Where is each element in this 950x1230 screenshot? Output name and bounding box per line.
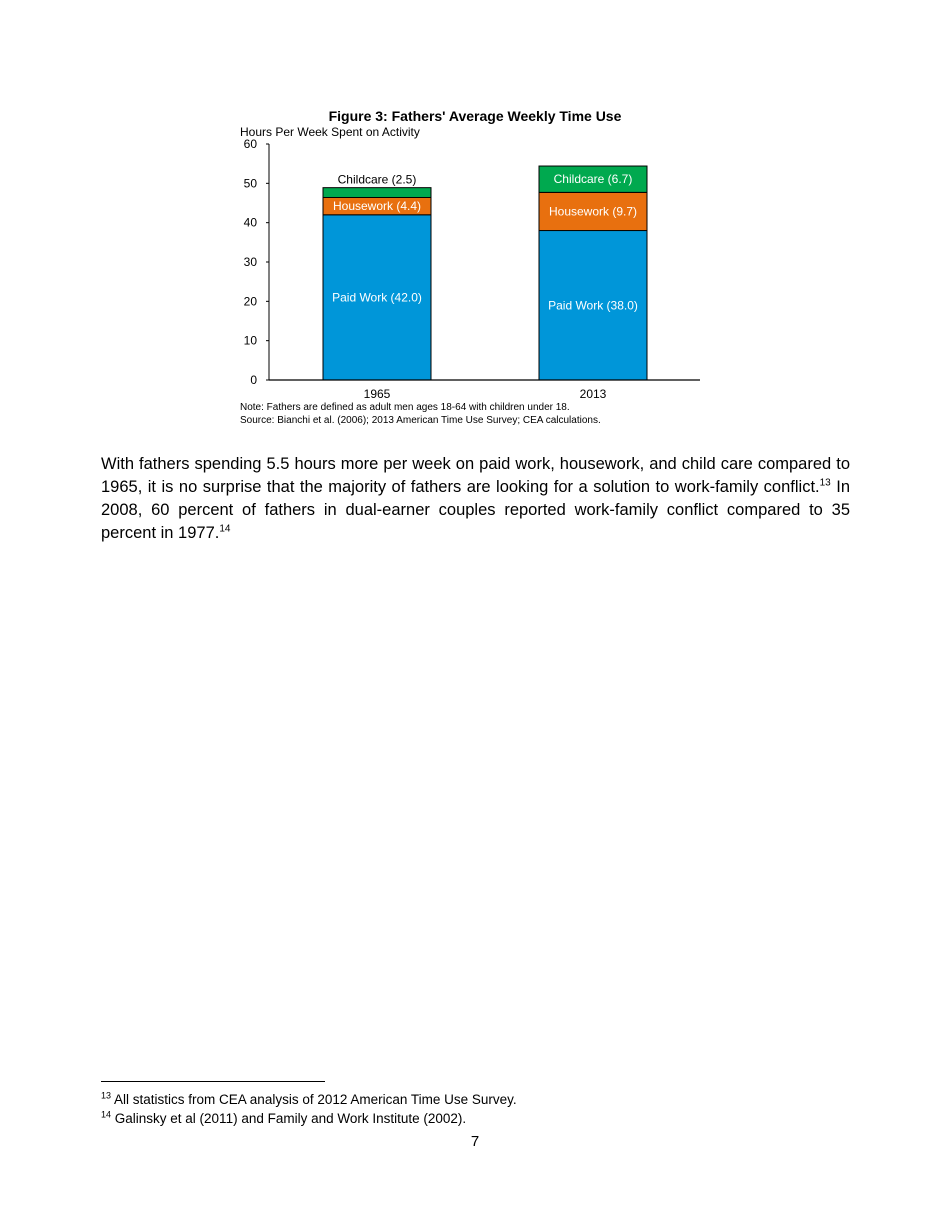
plot-area <box>244 137 700 401</box>
y-axis-label: Hours Per Week Spent on Activity <box>240 125 420 139</box>
y-tick-label: 50 <box>243 176 257 191</box>
label-paid-work-1965: Paid Work (42.0) <box>332 290 422 305</box>
body-text-part-1: With fathers spending 5.5 hours more per week on paid work, housework, and child care compared to 1965, it is no surprise that the majority of fathers are looking for a solution to work-family conflict. <box>101 455 850 496</box>
chart-source: Source: Bianchi et al. (2006); 2013 American Time Use Survey; CEA calculations. <box>240 415 601 426</box>
x-tick-label-2013: 2013 <box>579 387 607 401</box>
footnote-13 <box>101 1091 517 1109</box>
footnote-ref-13[interactable]: 13 <box>819 477 831 489</box>
label-paid-work-2013: Paid Work (38.0) <box>548 298 638 313</box>
y-tick-label: 0 <box>250 373 257 387</box>
footnote-number: 13 <box>101 1090 112 1101</box>
label-housework-2013: Housework (9.7) <box>548 204 638 219</box>
footnote-ref-14[interactable]: 14 <box>219 523 231 535</box>
stacked-bar-chart <box>0 0 950 440</box>
body-paragraph <box>101 453 850 545</box>
label-childcare-2013: Childcare (6.7) <box>553 172 633 187</box>
y-tick-label: 30 <box>243 255 257 269</box>
page-number: 7 <box>470 1133 480 1150</box>
y-tick-label: 40 <box>243 215 257 230</box>
chart-note: Note: Fathers are defined as adult men ages 18-64 with children under 18. <box>240 402 570 413</box>
label-childcare-1965: Childcare (2.5) <box>337 172 417 187</box>
footnote-text: All statistics from CEA analysis of 2012 American Time Use Survey. <box>111 1092 517 1107</box>
bar-childcare-1965 <box>323 188 431 198</box>
y-tick-label: 10 <box>243 333 257 348</box>
x-tick-label-1965: 1965 <box>363 387 391 401</box>
y-tick-label: 60 <box>243 137 257 151</box>
chart-title: Figure 3: Fathers' Average Weekly Time Use <box>328 108 622 124</box>
body-text-part-2: In 2008, 60 percent of fathers in dual-earner couples reported work-family conflict compared to 35 percent in 1977. <box>101 478 850 542</box>
footnote-text: Galinsky et al (2011) and Family and Work Institute (2002). <box>111 1111 467 1126</box>
footnote-number: 14 <box>101 1109 112 1120</box>
footnote-divider <box>101 1081 325 1082</box>
y-tick-label: 20 <box>243 294 257 309</box>
label-housework-1965: Housework (4.4) <box>332 199 422 214</box>
footnote-14 <box>101 1110 466 1128</box>
